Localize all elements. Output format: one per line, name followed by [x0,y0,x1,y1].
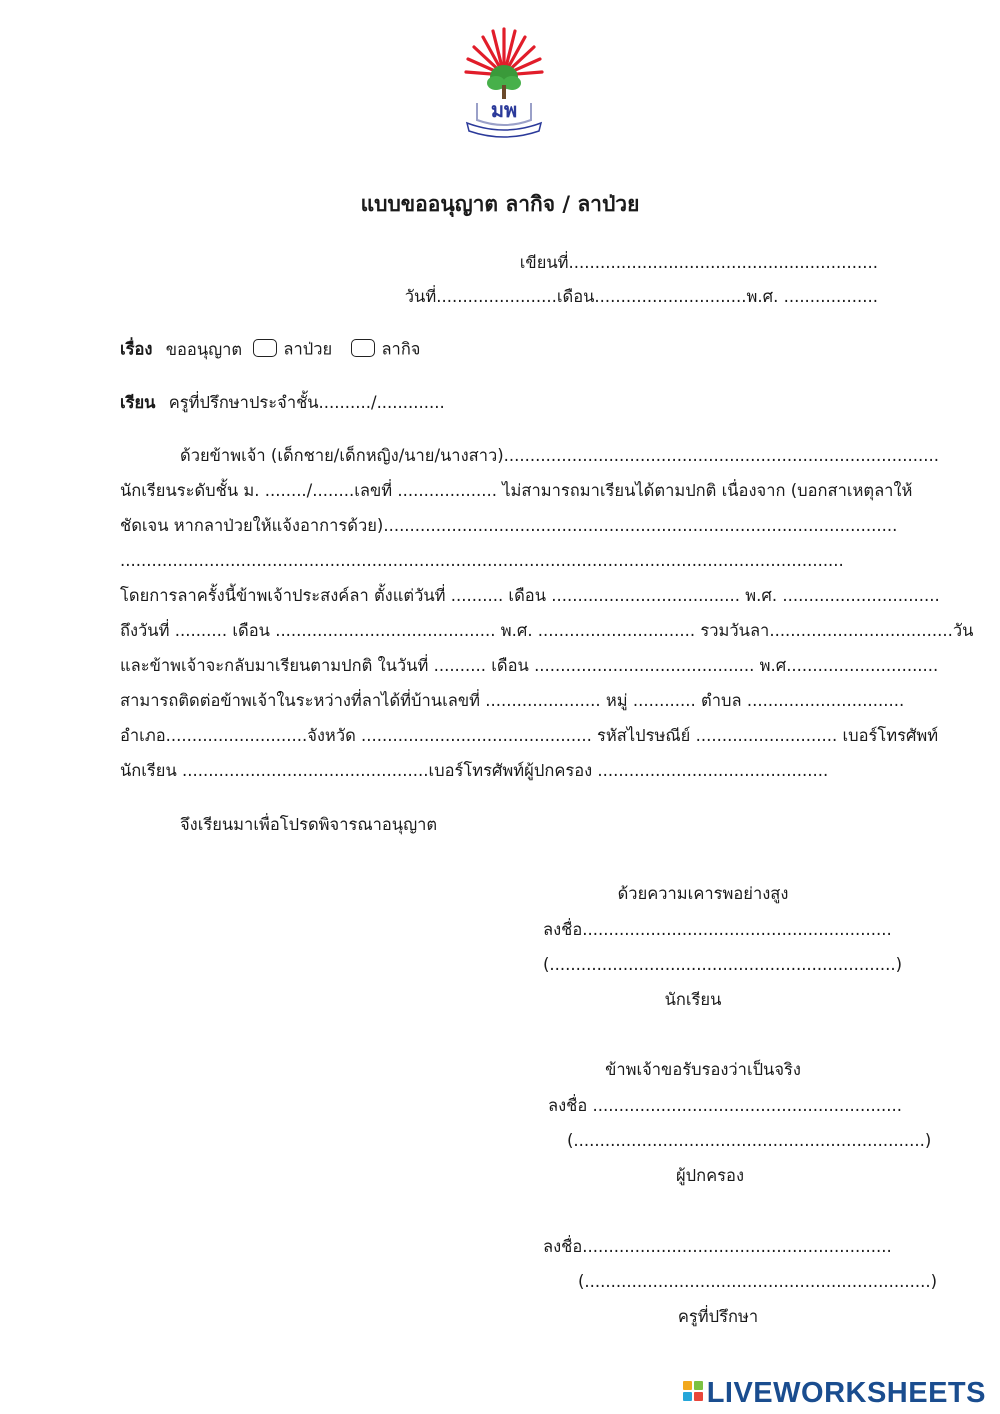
sick-leave-label: ลาป่วย [283,339,333,359]
recipient-label: เรียน [120,393,156,412]
subject-label: เรื่อง [120,339,153,359]
written-at-field[interactable]: เขียนที่........................................................... [519,253,878,272]
teacher-sign-field[interactable]: ลงชื่อ........................................................... [543,1237,892,1256]
parent-role: ผู้ปกครอง [676,1166,744,1185]
liveworksheets-brand: LIVEWORKSHEETS [706,1377,986,1409]
student-name-field[interactable]: (..................................................................) [543,955,903,974]
form-title: แบบขออนุญาต ลากิจ / ลาป่วย [360,192,640,216]
student-role: นักเรียน [664,990,722,1009]
body-line-8[interactable]: สามารถติดต่อข้าพเจ้าในระหว่างที่ลาได้ที่บ้านเลขที่ ...................... หมู่ ............ ตำบล .............................. [120,691,905,710]
subject-text: ขออนุญาต [165,339,243,359]
recipient-row [120,395,445,412]
sick-leave-checkbox[interactable] [253,339,277,357]
student-sign-field[interactable]: ลงชื่อ........................................................... [543,920,892,939]
parent-name-field[interactable]: (...................................................................) [567,1131,932,1150]
body-line-7[interactable]: และข้าพเจ้าจะกลับมาเรียนตามปกติ ในวันที่ .......... เดือน .......................................... พ.ศ............................. [120,656,939,675]
parent-heading: ข้าพเจ้าขอรับรองว่าเป็นจริง [605,1060,801,1079]
body-line-10[interactable]: นักเรียน ...............................................เบอร์โทรศัพท์ผู้ปกครอง ............................................ [120,761,829,780]
school-emblem-logo [463,25,545,140]
recipient-text[interactable]: ครูที่ปรึกษาประจำชั้น........../............. [168,393,445,412]
body-line-4[interactable]: .......................................................................................................................................... [120,551,844,570]
personal-leave-checkbox[interactable] [351,339,375,357]
subject-row [120,341,420,359]
body-line-6[interactable]: ถึงวันที่ .......... เดือน .......................................... พ.ศ. .............................. รวมวันลา...................................วัน [120,621,974,640]
liveworksheets-icon [683,1381,703,1401]
teacher-name-field[interactable]: (..................................................................) [578,1272,938,1291]
body-line-5[interactable]: โดยการลาครั้งนี้ข้าพเจ้าประสงค์ลา ตั้งแต่วันที่ .......... เดือน .................................... พ.ศ. .............................. [120,586,940,605]
date-field[interactable]: วันที่.......................เดือน.............................พ.ศ. .................. [404,287,878,306]
body-line-3[interactable]: ชัดเจน หากลาป่วยให้แจ้งอาการด้วย).................................................................................................. [120,516,898,535]
body-line-9[interactable]: อำเภอ...........................จังหวัด ............................................ รหัสไปรษณีย์ ........................... เบอร์โทรศัพท์ [120,726,939,745]
liveworksheets-watermark [683,1377,986,1410]
personal-leave-label: ลากิจ [381,339,421,359]
parent-sign-field[interactable]: ลงชื่อ ........................................................... [548,1096,902,1115]
closing-text: จึงเรียนมาเพื่อโปรดพิจารณาอนุญาต [180,815,438,834]
body-line-2[interactable]: นักเรียนระดับชั้น ม. ......../........เลขที่ ................... ไม่สามารถมาเรียนได้ตามปกติ เนื่องจาก (บอกสาเหตุลาให้ [120,481,913,500]
teacher-role: ครูที่ปรึกษา [677,1307,759,1326]
svg-text:มพ: มพ [490,98,518,122]
student-greeting: ด้วยความเคารพอย่างสูง [617,884,789,903]
body-line-1[interactable]: ด้วยข้าพเจ้า (เด็กชาย/เด็กหญิง/นาย/นางสาว)................................................................................... [180,446,939,465]
